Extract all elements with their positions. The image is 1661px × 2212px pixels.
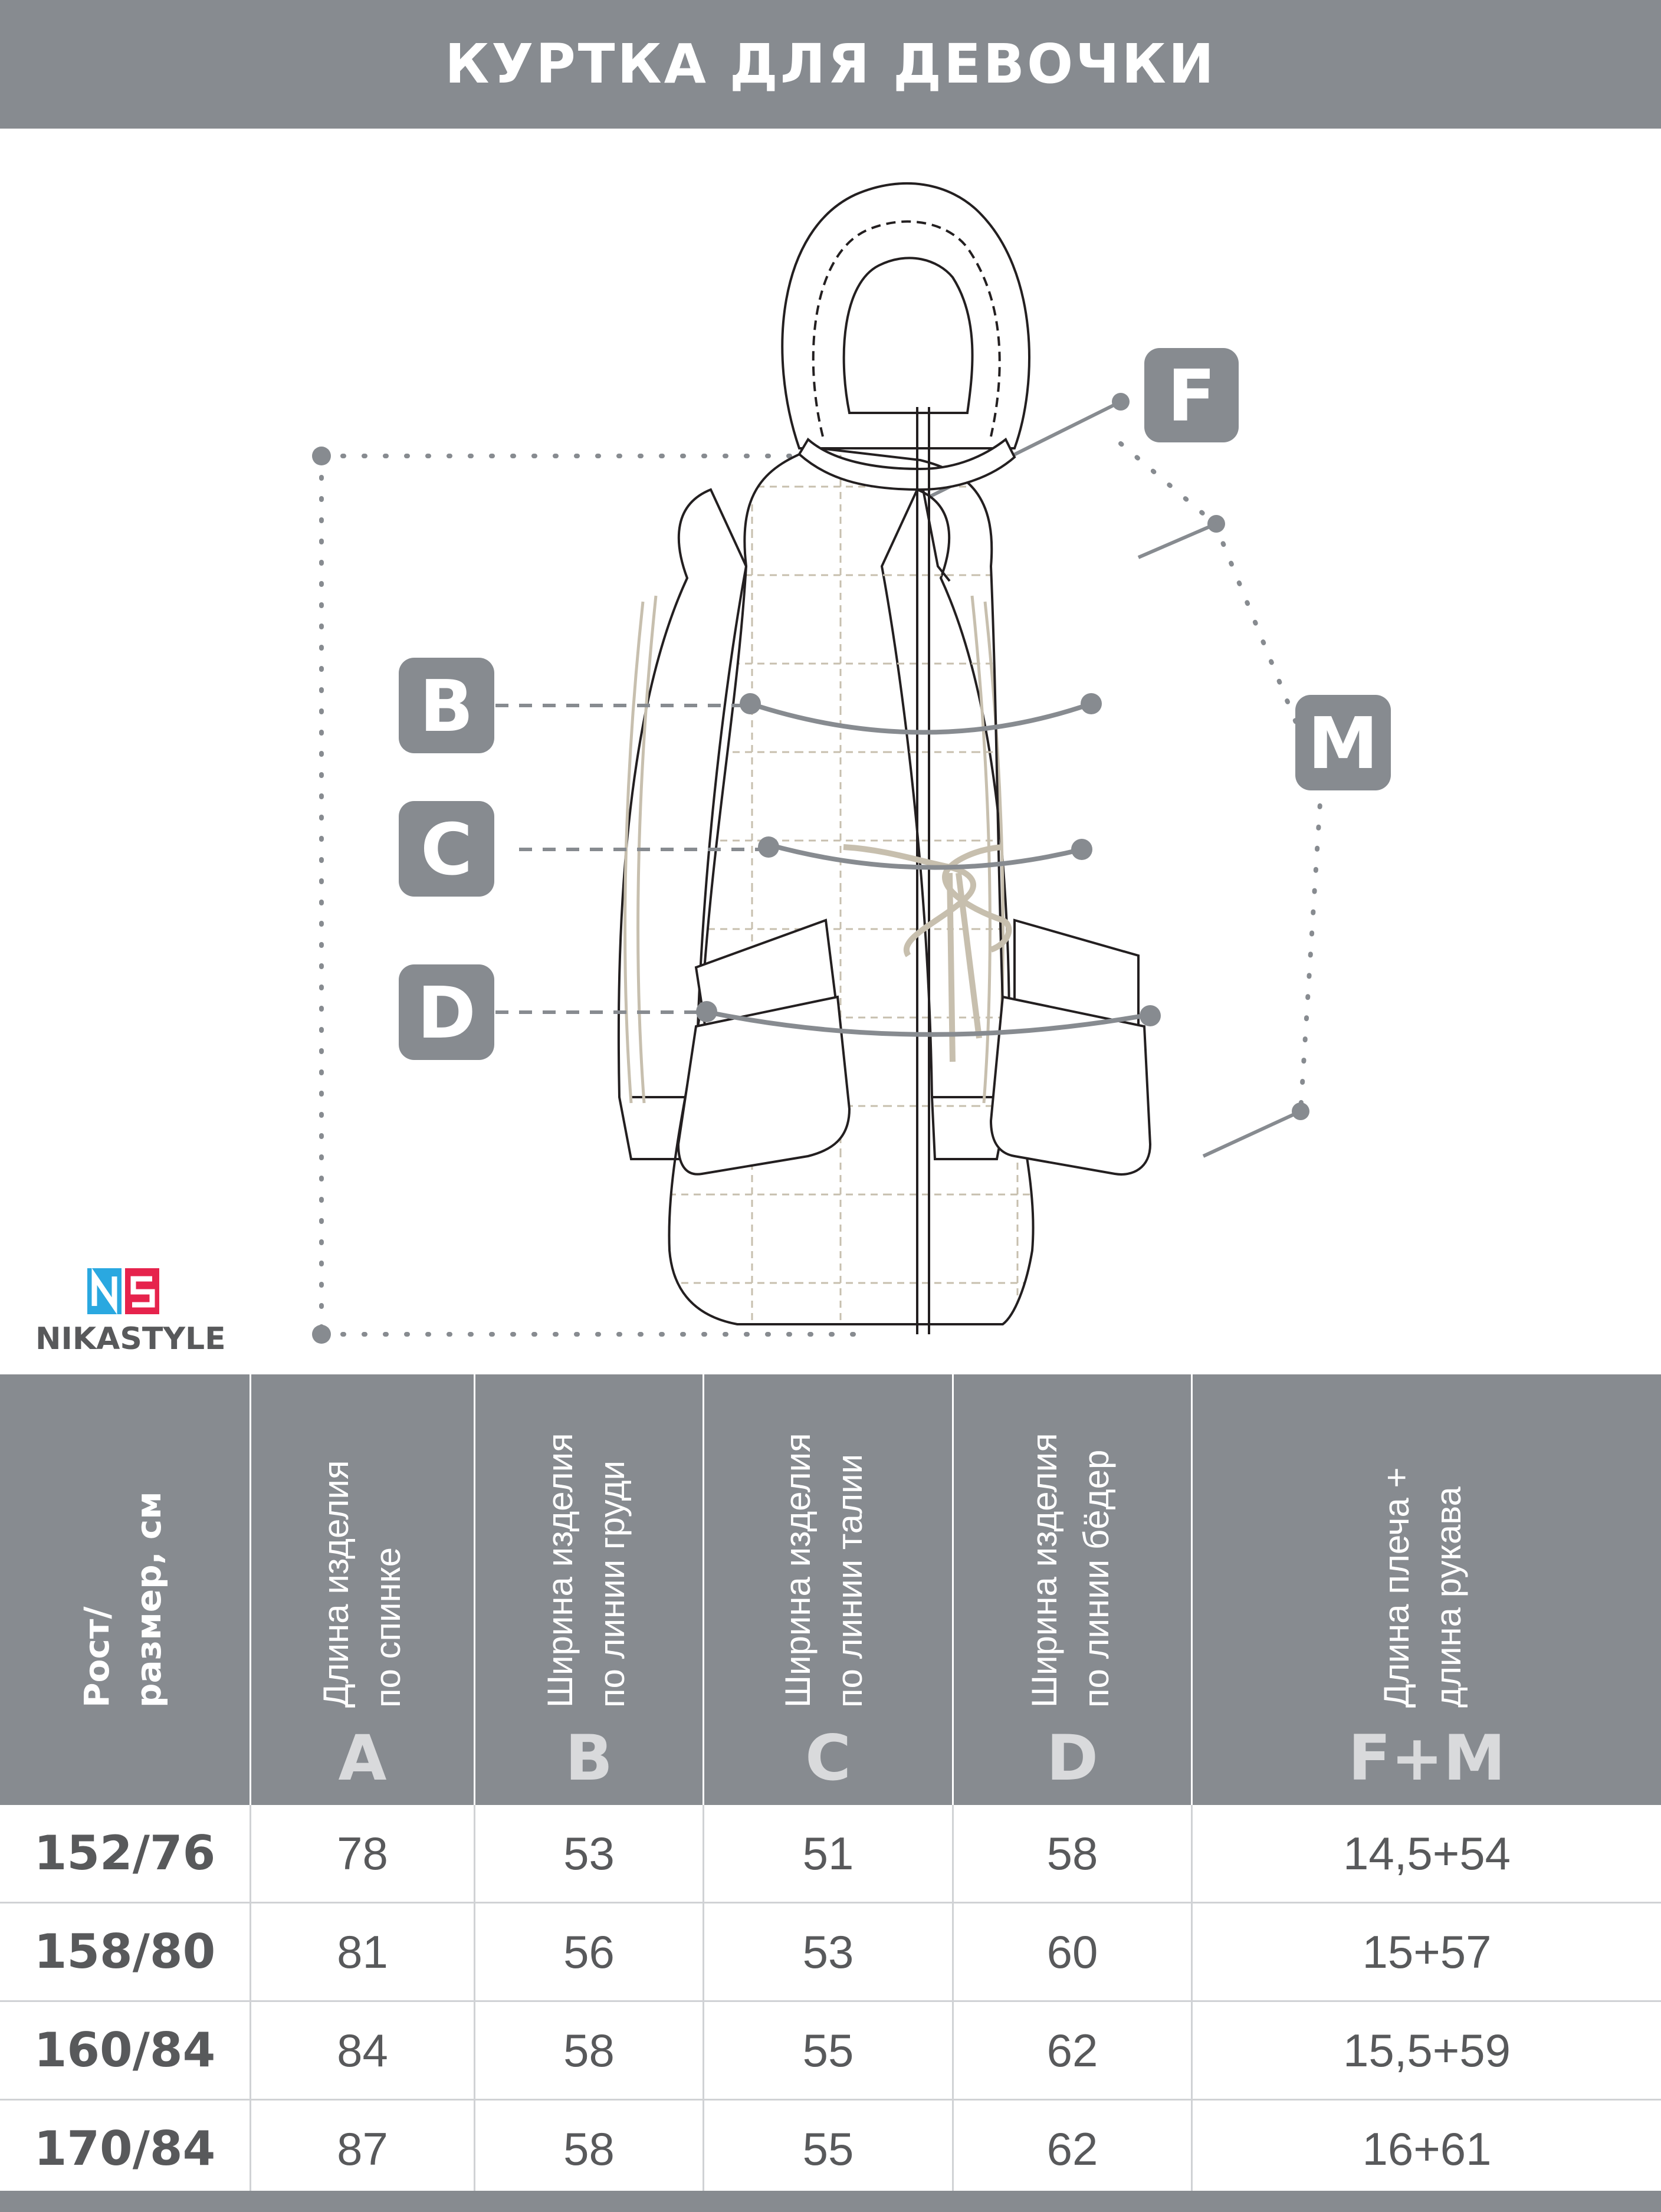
cell-size: 158/80 [0, 1903, 251, 2000]
col-label-c-2: по линии талии [830, 1453, 869, 1708]
col-label-d-2: по линии бёдер [1076, 1449, 1116, 1708]
cell-c: 55 [704, 2101, 954, 2197]
col-header-size [0, 1374, 250, 1805]
jacket-illustration [0, 129, 1661, 1373]
badge-c [399, 801, 494, 897]
cell-a: 87 [251, 2101, 475, 2197]
col-letter-a: A [338, 1722, 387, 1794]
cell-size: 160/84 [0, 2002, 251, 2099]
badge-f [1144, 348, 1239, 442]
table-row [0, 2101, 1661, 2197]
cell-d: 62 [954, 2002, 1193, 2099]
col-label-a-1: Длина изделия [316, 1460, 356, 1708]
badge-b [399, 658, 494, 753]
cell-b: 53 [475, 1805, 704, 1902]
col-header-b [475, 1374, 703, 1805]
table-row [0, 2002, 1661, 2101]
cell-fm: 15+57 [1362, 1926, 1492, 1978]
cell-b: 56 [475, 1903, 704, 2000]
col-label-fm-1: Длина плеча + [1377, 1467, 1416, 1708]
cell-d: 62 [954, 2101, 1193, 2197]
brand-logo [87, 1268, 159, 1314]
col-letter-c: C [805, 1722, 851, 1794]
footer-bar [0, 2191, 1661, 2212]
col-letter-fm: F+M [1348, 1722, 1506, 1794]
col-header-a [251, 1374, 474, 1805]
col-label-d-1: Ширина изделия [1025, 1433, 1064, 1708]
col-label-b-2: по линии груди [592, 1460, 632, 1708]
cell-a: 81 [251, 1903, 475, 2000]
cell-size: 152/76 [0, 1805, 251, 1902]
brand-name: NIKASTYLE [35, 1321, 226, 1357]
cell-fm: 16+61 [1362, 2123, 1492, 2175]
svg-text:B: B [419, 666, 474, 748]
svg-text:M: M [1308, 703, 1378, 785]
page-title: КУРТКА ДЛЯ ДЕВОЧКИ [445, 32, 1216, 96]
col-label-a-2: по спинке [368, 1547, 408, 1708]
col-label-size-2: размер, см [129, 1491, 169, 1708]
table-row [0, 1805, 1661, 1903]
svg-text:C: C [420, 809, 473, 891]
cell-c: 51 [704, 1805, 954, 1902]
col-header-fm [1193, 1374, 1661, 1805]
col-letter-d: D [1046, 1722, 1098, 1794]
col-label-size-1: Рост/ [77, 1606, 117, 1708]
cell-size: 170/84 [0, 2101, 251, 2197]
col-header-c [704, 1374, 952, 1805]
cell-fm: 14,5+54 [1342, 1827, 1511, 1879]
svg-text:F: F [1167, 356, 1216, 438]
cell-d: 58 [954, 1805, 1193, 1902]
cell-b: 58 [475, 2002, 704, 2099]
cell-fm: 15,5+59 [1342, 2024, 1511, 2076]
size-table [0, 1374, 1661, 2188]
badge-d [399, 964, 494, 1060]
col-header-d [954, 1374, 1191, 1805]
badge-m [1295, 695, 1391, 790]
cell-c: 53 [704, 1903, 954, 2000]
table-row [0, 1903, 1661, 2002]
cell-b: 58 [475, 2101, 704, 2197]
svg-text:D: D [417, 973, 476, 1055]
cell-a: 84 [251, 2002, 475, 2099]
cell-c: 55 [704, 2002, 954, 2099]
col-label-b-1: Ширина изделия [540, 1433, 580, 1708]
col-letter-b: B [565, 1722, 613, 1794]
cell-d: 60 [954, 1903, 1193, 2000]
col-label-c-1: Ширина изделия [778, 1433, 818, 1708]
col-label-fm-2: длина рукава [1429, 1486, 1468, 1708]
cell-a: 78 [251, 1805, 475, 1902]
